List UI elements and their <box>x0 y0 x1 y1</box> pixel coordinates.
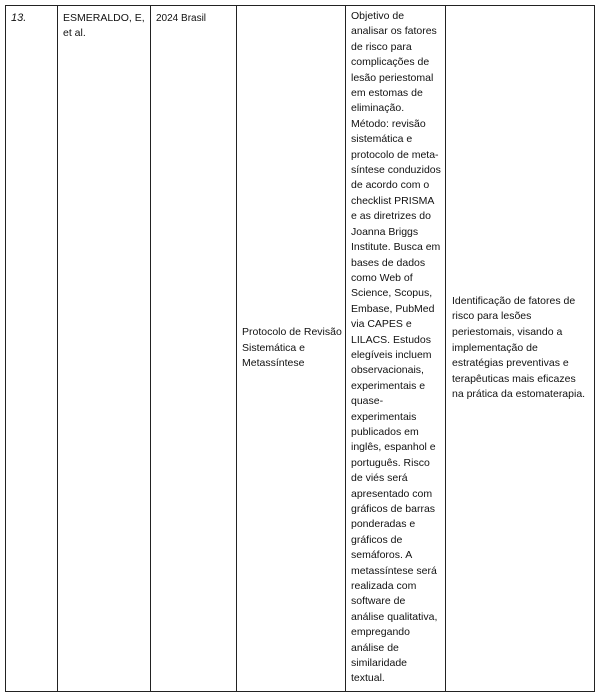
description-text: Objetivo de analisar os fatores de risco para complicações de lesão periestomal em estomas de eliminação. Método: revisão sistemática e protocolo de meta-síntese conduzidos de acordo com o checklist PRISMA e as diretrizes do Joanna Briggs Institute. Busca em bases de dados como Web of Science, Scopus, Embase, PubMed via CAPES e LILACS. Estudos elegíveis incluem observacionais, experimentais e quase-experimentais publicados em inglês, espanhol e português. Risco de viés será apresentado com gráficos de barras ponderadas e gráficos de semáforos. A metassíntese será realizada com software de análise qualitativa, empregando análise de similaridade textual. <box>351 10 441 685</box>
table-row <box>6 6 595 692</box>
result-text: Identificação de fatores de risco para lesões periestomais, visando a implementação de estratégias preventivas e terapêuticas mais eficazes na prática da estomaterapia. <box>452 294 586 401</box>
row-number: 13. <box>11 12 27 24</box>
number-cell <box>6 6 58 692</box>
study-type-text: Protocolo de Revisão Sistemática e Metassíntese <box>242 326 342 370</box>
author-text: ESMERALDO, E, et al. <box>63 12 145 40</box>
study-table <box>5 5 595 692</box>
description-cell <box>346 6 446 692</box>
year-country-cell <box>151 6 237 692</box>
year-country-text: 2024 Brasil <box>156 13 207 24</box>
result-cell <box>446 6 595 692</box>
author-cell <box>58 6 151 692</box>
study-type-cell <box>237 6 346 692</box>
